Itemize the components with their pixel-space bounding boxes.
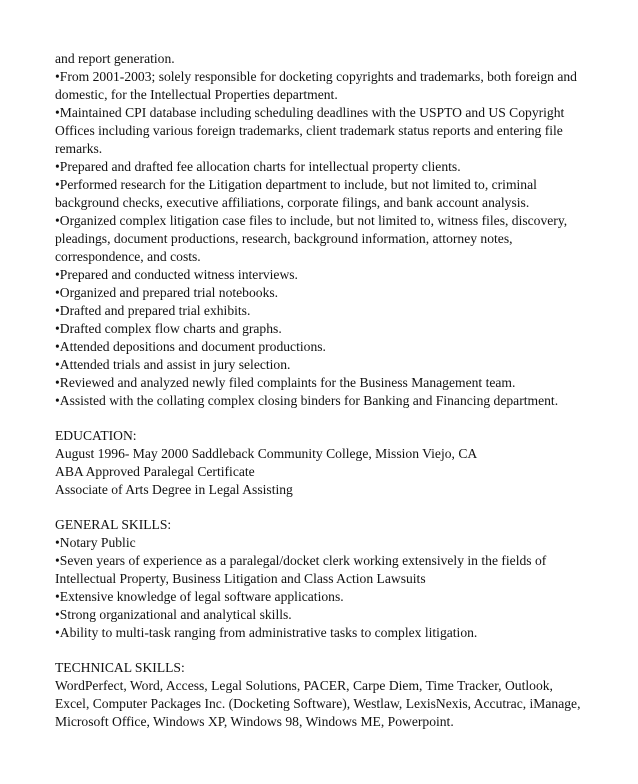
section-spacer — [55, 499, 630, 516]
general-skills-line: •Extensive knowledge of legal software applications. — [55, 589, 344, 604]
experience-line: •From 2001-2003; solely responsible for docketing copyrights and trademarks, both foreign and — [55, 69, 577, 84]
experience-line: •Drafted and prepared trial exhibits. — [55, 303, 251, 318]
experience-line: domestic, for the Intellectual Properties department. — [55, 87, 338, 102]
experience-line: •Performed research for the Litigation department to include, but not limited to, criminal — [55, 177, 537, 192]
experience-line: •Organized complex litigation case files to include, but not limited to, witness files, discovery, — [55, 213, 568, 228]
experience-line: •Prepared and conducted witness interviews. — [55, 267, 298, 282]
experience-line: background checks, executive affiliations, corporate filings, and bank account analysis. — [55, 195, 530, 210]
technical-skills-heading: TECHNICAL SKILLS: — [55, 660, 185, 675]
education-line: August 1996- May 2000 Saddleback Community College, Mission Viejo, CA — [55, 446, 478, 461]
general-skills-section — [55, 516, 630, 642]
education-line: Associate of Arts Degree in Legal Assisting — [55, 482, 293, 497]
technical-skills-line: Microsoft Office, Windows XP, Windows 98, Windows ME, Powerpoint. — [55, 714, 454, 729]
general-skills-line: •Ability to multi-task ranging from administrative tasks to complex litigation. — [55, 625, 478, 640]
education-section — [55, 427, 630, 499]
experience-section — [55, 50, 630, 410]
experience-line: pleadings, document productions, research, background information, attorney notes, — [55, 231, 513, 246]
section-spacer — [55, 410, 630, 427]
experience-line: Offices including various foreign trademarks, client trademark status reports and entering file — [55, 123, 563, 138]
general-skills-line: Intellectual Property, Business Litigation and Class Action Lawsuits — [55, 571, 426, 586]
experience-line: remarks. — [55, 141, 103, 156]
section-spacer — [55, 642, 630, 659]
technical-skills-line: Excel, Computer Packages Inc. (Docketing Software), Westlaw, LexisNexis, Accutrac, iManage, — [55, 696, 581, 711]
experience-line: •Attended depositions and document productions. — [55, 339, 326, 354]
general-skills-line: •Notary Public — [55, 535, 136, 550]
experience-line: •Drafted complex flow charts and graphs. — [55, 321, 282, 336]
technical-skills-line: WordPerfect, Word, Access, Legal Solutions, PACER, Carpe Diem, Time Tracker, Outlook, — [55, 678, 553, 693]
experience-line: correspondence, and costs. — [55, 249, 201, 264]
general-skills-heading: GENERAL SKILLS: — [55, 517, 172, 532]
experience-line: •Reviewed and analyzed newly filed complaints for the Business Management team. — [55, 375, 516, 390]
education-heading: EDUCATION: — [55, 428, 137, 443]
experience-line: •Organized and prepared trial notebooks. — [55, 285, 279, 300]
education-line: ABA Approved Paralegal Certificate — [55, 464, 255, 479]
resume-page — [55, 50, 630, 731]
experience-line: •Attended trials and assist in jury selection. — [55, 357, 291, 372]
general-skills-line: •Seven years of experience as a paralegal/docket clerk working extensively in the fields of — [55, 553, 547, 568]
experience-line: •Prepared and drafted fee allocation charts for intellectual property clients. — [55, 159, 461, 174]
experience-line: and report generation. — [55, 51, 175, 66]
general-skills-line: •Strong organizational and analytical skills. — [55, 607, 292, 622]
experience-line: •Assisted with the collating complex closing binders for Banking and Financing department. — [55, 393, 559, 408]
technical-skills-section — [55, 659, 630, 731]
experience-line: •Maintained CPI database including scheduling deadlines with the USPTO and US Copyright — [55, 105, 565, 120]
